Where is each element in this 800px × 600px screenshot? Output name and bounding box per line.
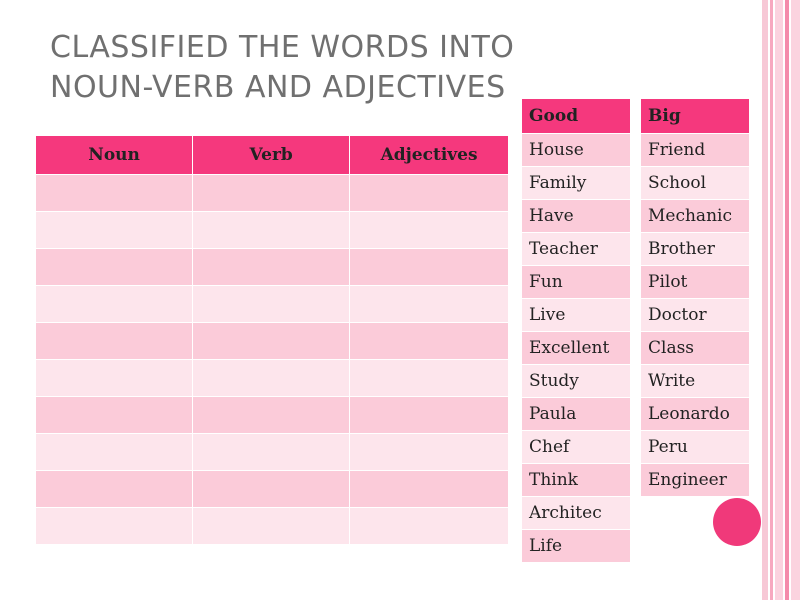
word-item: Engineer <box>641 464 750 497</box>
word-list-2-header: Big <box>641 99 750 134</box>
decorative-circle <box>713 498 761 546</box>
word-item: Live <box>522 299 631 332</box>
word-item: Excellent <box>522 332 631 365</box>
table-header-row <box>36 136 509 175</box>
word-list-2 <box>640 98 750 497</box>
word-list-1 <box>521 98 631 563</box>
word-item: Chef <box>522 431 631 464</box>
verb-cell[interactable] <box>193 471 350 508</box>
adjective-cell[interactable] <box>350 249 509 286</box>
header-verb: Verb <box>193 136 350 175</box>
title-line-1: CLASSIFIED THE WORDS INTO <box>50 30 515 65</box>
word-item: Fun <box>522 266 631 299</box>
table-row <box>36 397 509 434</box>
word-list-1-header: Good <box>522 99 631 134</box>
verb-cell[interactable] <box>193 175 350 212</box>
table-row <box>36 471 509 508</box>
word-item: Mechanic <box>641 200 750 233</box>
verb-cell[interactable] <box>193 397 350 434</box>
noun-cell[interactable] <box>36 323 193 360</box>
adjective-cell[interactable] <box>350 175 509 212</box>
decorative-stripes <box>762 0 800 600</box>
classification-table <box>35 135 509 545</box>
adjective-cell[interactable] <box>350 212 509 249</box>
table-row <box>36 360 509 397</box>
noun-cell[interactable] <box>36 508 193 545</box>
title-line-2: NOUN-VERB AND ADJECTIVES <box>50 70 506 105</box>
verb-cell[interactable] <box>193 249 350 286</box>
adjective-cell[interactable] <box>350 508 509 545</box>
adjective-cell[interactable] <box>350 471 509 508</box>
word-item: School <box>641 167 750 200</box>
word-item: Class <box>641 332 750 365</box>
word-item: Paula <box>522 398 631 431</box>
table-row <box>36 212 509 249</box>
adjective-cell[interactable] <box>350 434 509 471</box>
classification-table-body <box>36 175 509 545</box>
table-row <box>36 508 509 545</box>
word-item: Have <box>522 200 631 233</box>
word-item: Study <box>522 365 631 398</box>
noun-cell[interactable] <box>36 249 193 286</box>
noun-cell[interactable] <box>36 434 193 471</box>
word-item: Architec <box>522 497 631 530</box>
word-item: Teacher <box>522 233 631 266</box>
verb-cell[interactable] <box>193 434 350 471</box>
verb-cell[interactable] <box>193 286 350 323</box>
table-row <box>36 286 509 323</box>
adjective-cell[interactable] <box>350 360 509 397</box>
word-item: Family <box>522 167 631 200</box>
table-row <box>36 249 509 286</box>
verb-cell[interactable] <box>193 212 350 249</box>
table-row <box>36 434 509 471</box>
verb-cell[interactable] <box>193 323 350 360</box>
word-item: Pilot <box>641 266 750 299</box>
noun-cell[interactable] <box>36 397 193 434</box>
table-row <box>36 323 509 360</box>
header-noun: Noun <box>36 136 193 175</box>
adjective-cell[interactable] <box>350 286 509 323</box>
word-item: Leonardo <box>641 398 750 431</box>
adjective-cell[interactable] <box>350 397 509 434</box>
header-adjectives: Adjectives <box>350 136 509 175</box>
word-item: Friend <box>641 134 750 167</box>
noun-cell[interactable] <box>36 212 193 249</box>
noun-cell[interactable] <box>36 471 193 508</box>
word-item: Write <box>641 365 750 398</box>
page-title <box>50 28 514 108</box>
word-item: Doctor <box>641 299 750 332</box>
adjective-cell[interactable] <box>350 323 509 360</box>
word-item: Peru <box>641 431 750 464</box>
noun-cell[interactable] <box>36 360 193 397</box>
word-item: Think <box>522 464 631 497</box>
noun-cell[interactable] <box>36 286 193 323</box>
verb-cell[interactable] <box>193 508 350 545</box>
table-row <box>36 175 509 212</box>
word-item: Life <box>522 530 631 563</box>
word-item: House <box>522 134 631 167</box>
noun-cell[interactable] <box>36 175 193 212</box>
verb-cell[interactable] <box>193 360 350 397</box>
word-item: Brother <box>641 233 750 266</box>
